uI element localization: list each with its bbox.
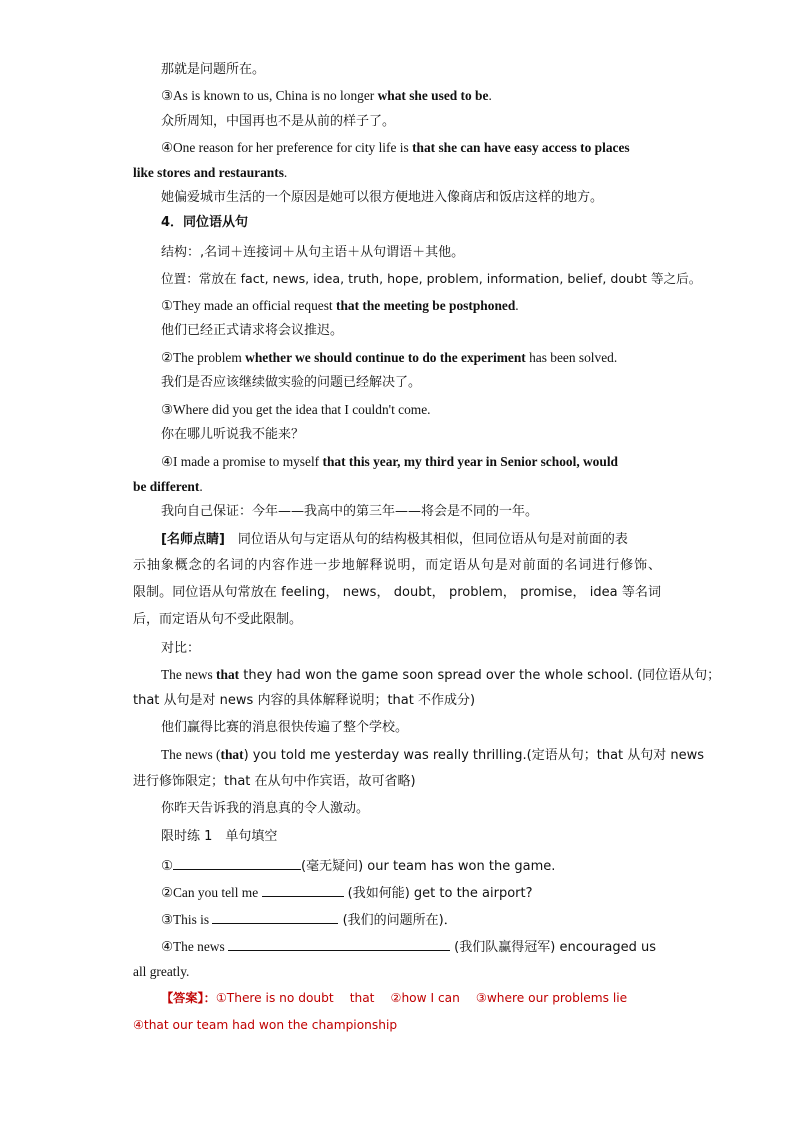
answer-blank[interactable] <box>228 937 450 951</box>
tip-line: 后，而定语从句不受此限制。 <box>133 612 303 627</box>
tip-line: [名师点睛] 同位语从句与定语从句的结构极其相似，但同位语从句是对前面的表 <box>161 532 628 547</box>
zh-line: 你在哪儿听说我不能来？ <box>161 427 305 442</box>
example-sentence: ③Where did you get the idea that I couldn't come. <box>161 402 431 417</box>
tip-line: 限制。同位语从句常放在 feeling， news， doubt， problem， promise， idea 等名词 <box>133 585 661 600</box>
zh-line: 我们是否应该继续做实验的问题已经解决了。 <box>161 375 422 390</box>
structure-line: 结构：,名词＋连接词＋从句主语＋从句谓语＋其他。 <box>161 245 465 260</box>
compare-label: 对比： <box>161 641 201 656</box>
exercise-item: ① (毫无疑问) our team has won the game. <box>161 858 556 874</box>
compare-sentence: The news that they had won the game soon spread over the whole school. (同位语从句； <box>161 667 721 683</box>
zh-line: 他们已经正式请求将会议推迟。 <box>161 323 344 338</box>
zh-line: 众所周知，中国再也不是从前的样子了。 <box>161 114 396 129</box>
answer-line: ④that our team had won the championship <box>133 1018 398 1032</box>
exercise-item-cont: all greatly. <box>133 964 190 979</box>
tip-label: [名师点睛] <box>161 532 225 547</box>
example-sentence: ②The problem whether we should continue to do the experiment has been solved. <box>161 350 618 365</box>
exercise-item: ②Can you tell me (我如何能) get to the airport? <box>161 885 533 901</box>
section-heading: 4．同位语从句 <box>161 215 249 230</box>
exercise-item: ③This is (我们的问题所在)． <box>161 912 457 928</box>
answer-blank[interactable] <box>212 910 338 924</box>
compare-note: that 从句是对 news 内容的具体解释说明；that 不作成分) <box>133 693 476 708</box>
compare-note: 进行修饰限定；that 在从句中作宾语，故可省略) <box>133 774 416 789</box>
example-sentence: ④One reason for her preference for city life is that she can have easy access to places <box>161 140 630 155</box>
example-sentence: ④I made a promise to myself that this year, my third year in Senior school, would <box>161 454 618 469</box>
example-sentence: ③As is known to us, China is no longer what she used to be. <box>161 88 492 103</box>
example-sentence-cont: like stores and restaurants. <box>133 165 288 180</box>
answer-label: 【答案】： <box>161 991 216 1005</box>
zh-line: 你昨天告诉我的消息真的令人激动。 <box>161 801 370 816</box>
answer-blank[interactable] <box>173 856 301 870</box>
position-line: 位置：常放在 fact, news, idea, truth, hope, problem, information, belief, doubt 等之后。 <box>161 271 702 286</box>
tip-line: 示抽象概念的名词的内容作进一步地解释说明，而定语从句是对前面的名词进行修饰、 <box>133 558 661 573</box>
zh-line: 我向自己保证：今年——我高中的第三年——将会是不同的一年。 <box>161 504 539 519</box>
compare-sentence: The news (that) you told me yesterday was really thrilling.(定语从句；that 从句对 news <box>161 747 705 763</box>
exercise-item: ④The news (我们队赢得冠军) encouraged us <box>161 939 656 955</box>
example-sentence: ①They made an official request that the meeting be postphoned. <box>161 298 519 313</box>
zh-line: 他们赢得比赛的消息很快传遍了整个学校。 <box>161 720 409 735</box>
answer-line: 【答案】：①There is no doubt that ②how I can ③where our problems lie <box>161 991 628 1005</box>
zh-line: 那就是问题所在。 <box>161 62 266 77</box>
answer-blank[interactable] <box>262 883 344 897</box>
zh-line: 她偏爱城市生活的一个原因是她可以很方便地进入像商店和饭店这样的地方。 <box>161 190 604 205</box>
example-sentence-cont: be different. <box>133 479 203 494</box>
exercise-title: 限时练 1 单句填空 <box>161 829 278 844</box>
